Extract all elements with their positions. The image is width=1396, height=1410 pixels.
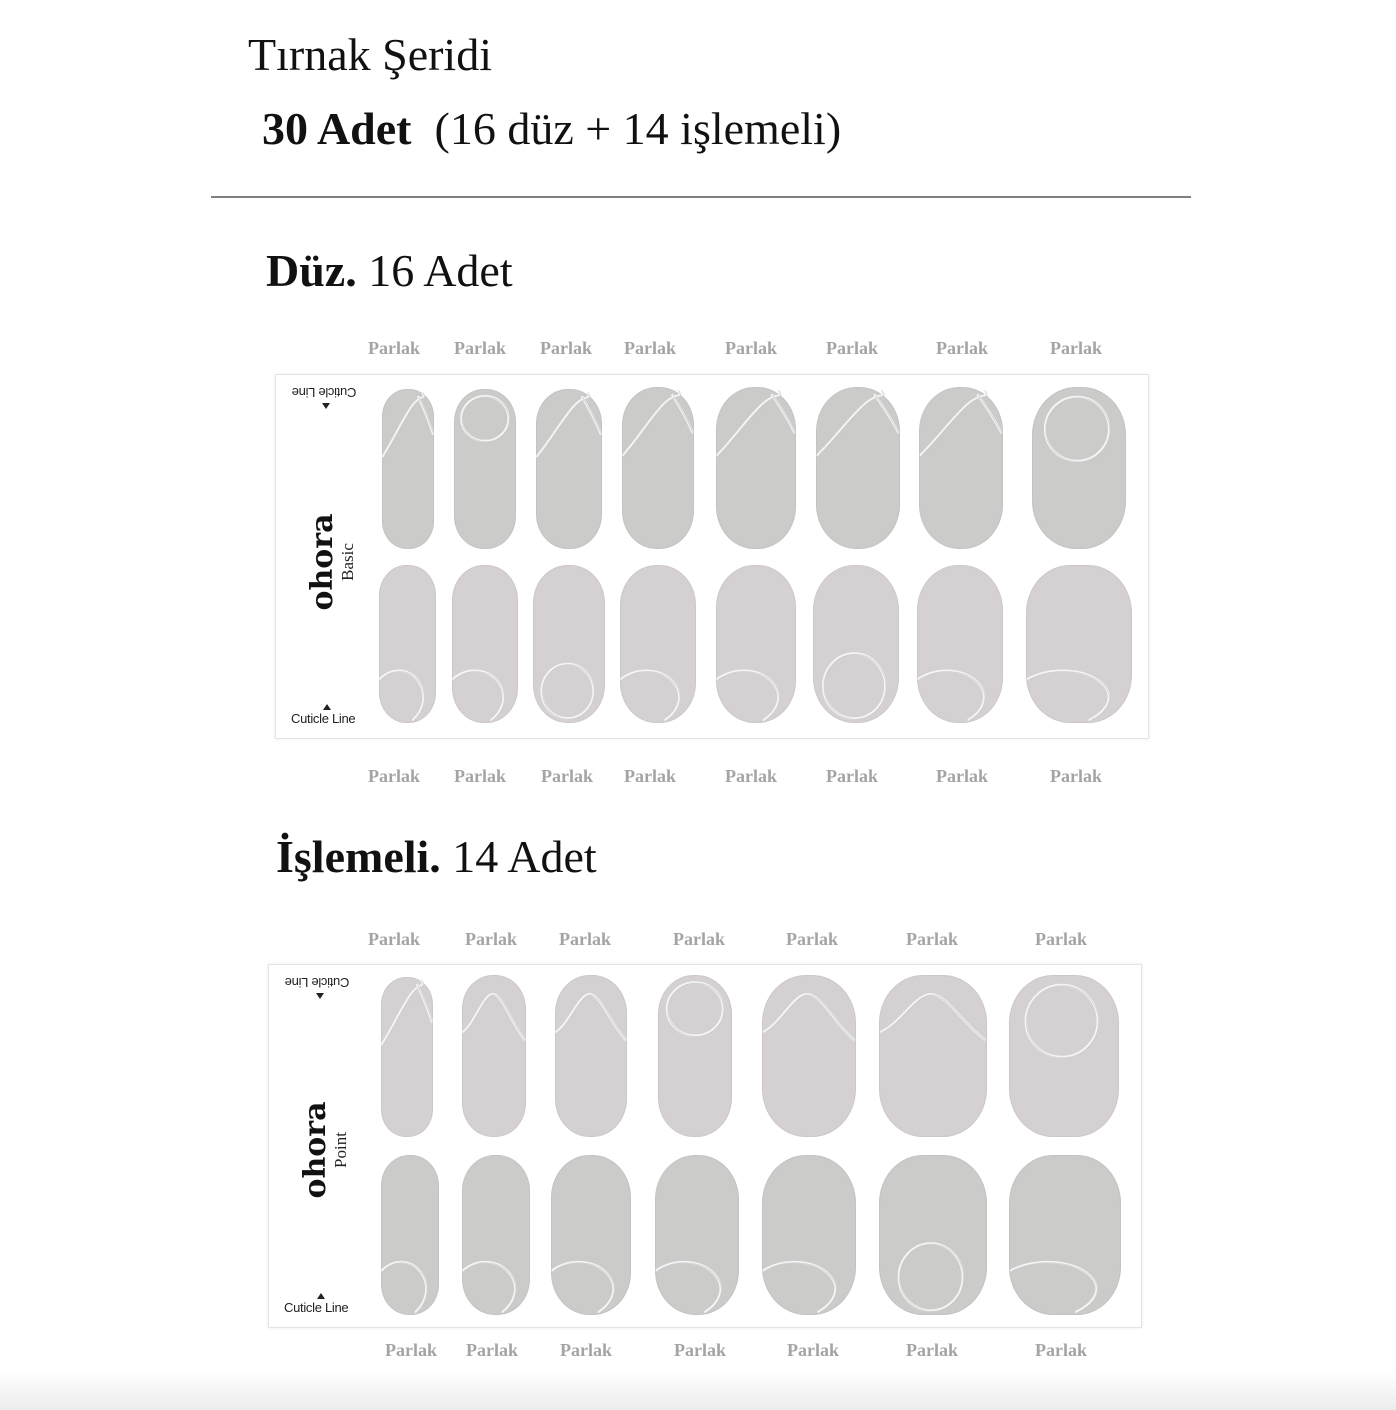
- silver-line-design: [655, 1155, 739, 1315]
- silver-line-design: [1009, 975, 1119, 1137]
- silver-line-design: [917, 565, 1003, 723]
- product-line: Point: [331, 1132, 350, 1168]
- silver-line-design: [462, 975, 526, 1137]
- nail-sticker: [816, 387, 900, 549]
- brand-name: ohora: [305, 513, 340, 611]
- nail-sticker: [813, 565, 899, 723]
- silver-line-design: [716, 387, 796, 549]
- nail-sticker: [716, 387, 796, 549]
- finish-label: Parlak: [466, 1340, 518, 1360]
- finish-label: Parlak: [1035, 1340, 1087, 1360]
- silver-line-design: [551, 1155, 631, 1315]
- nail-sticker: [1009, 975, 1119, 1137]
- finish-label: Parlak: [906, 929, 958, 949]
- nail-sticker: [454, 389, 516, 549]
- nail-sticker: [716, 565, 796, 723]
- cuticle-arrow-up-icon: [323, 704, 331, 710]
- silver-line-design: [379, 565, 436, 723]
- silver-line-design: [919, 387, 1003, 549]
- nail-sticker: [1009, 1155, 1121, 1315]
- page-title: Tırnak Şeridi: [248, 29, 492, 80]
- nail-sticker: [658, 975, 732, 1137]
- finish-label: Parlak: [725, 338, 777, 358]
- page-bottom-shadow: [0, 1372, 1396, 1410]
- plain-nail-sheet: [275, 374, 1149, 739]
- product-line: Basic: [338, 543, 357, 581]
- silver-line-design: [382, 389, 434, 549]
- nail-sticker: [622, 387, 694, 549]
- cuticle-line-top-label: Cuticle Line: [285, 975, 350, 990]
- embellished-nail-sheet: [268, 964, 1142, 1328]
- nail-sticker: [762, 1155, 856, 1315]
- finish-label: Parlak: [936, 766, 988, 786]
- nail-sticker: [452, 565, 518, 723]
- plain-section-heading: [266, 244, 513, 297]
- brand-logo: [307, 512, 357, 612]
- total-count-detail: (16 düz + 14 işlemeli): [434, 103, 842, 154]
- silver-line-design: [1026, 565, 1132, 723]
- silver-line-design: [533, 565, 605, 723]
- silver-line-design: [813, 565, 899, 723]
- finish-label: Parlak: [541, 766, 593, 786]
- finish-label: Parlak: [787, 1340, 839, 1360]
- finish-label: Parlak: [674, 1340, 726, 1360]
- finish-label: Parlak: [1050, 766, 1102, 786]
- finish-label: Parlak: [826, 338, 878, 358]
- silver-line-design: [555, 975, 627, 1137]
- silver-line-design: [879, 975, 987, 1137]
- finish-label: Parlak: [368, 338, 420, 358]
- finish-label: Parlak: [540, 338, 592, 358]
- finish-label: Parlak: [673, 929, 725, 949]
- silver-line-design: [762, 975, 856, 1137]
- finish-label: Parlak: [385, 1340, 437, 1360]
- nail-sticker: [919, 387, 1003, 549]
- nail-sticker: [462, 1155, 530, 1315]
- silver-line-design: [622, 387, 694, 549]
- embellished-section-heading: [276, 830, 597, 883]
- nail-sticker: [381, 977, 433, 1137]
- finish-label: Parlak: [936, 338, 988, 358]
- nail-sticker: [551, 1155, 631, 1315]
- finish-label: Parlak: [368, 929, 420, 949]
- finish-label: Parlak: [906, 1340, 958, 1360]
- silver-line-design: [1032, 387, 1126, 549]
- cuticle-arrow-down-icon: [322, 403, 330, 409]
- nail-sticker: [555, 975, 627, 1137]
- brand-logo: [300, 1100, 350, 1200]
- silver-line-design: [762, 1155, 856, 1315]
- silver-line-design: [620, 565, 696, 723]
- cuticle-line-bottom-label: Cuticle Line: [284, 1300, 349, 1315]
- nail-sticker: [382, 389, 434, 549]
- finish-label: Parlak: [624, 338, 676, 358]
- silver-line-design: [1009, 1155, 1121, 1315]
- nail-sticker: [462, 975, 526, 1137]
- finish-label: Parlak: [560, 1340, 612, 1360]
- finish-label: Parlak: [559, 929, 611, 949]
- finish-label: Parlak: [454, 338, 506, 358]
- embellished-heading-bold: İşlemeli.: [276, 831, 441, 882]
- silver-line-design: [454, 389, 516, 549]
- finish-label: Parlak: [1035, 929, 1087, 949]
- header-divider: [211, 196, 1191, 198]
- nail-sticker: [381, 1155, 439, 1315]
- finish-label: Parlak: [1050, 338, 1102, 358]
- cuticle-line-bottom-label: Cuticle Line: [291, 711, 356, 726]
- embellished-heading-count: 14 Adet: [452, 831, 597, 882]
- silver-line-design: [452, 565, 518, 723]
- nail-sticker: [1032, 387, 1126, 549]
- finish-label: Parlak: [786, 929, 838, 949]
- silver-line-design: [536, 389, 602, 549]
- nail-sticker: [620, 565, 696, 723]
- cuticle-arrow-up-icon: [317, 1293, 325, 1299]
- silver-line-design: [381, 977, 433, 1137]
- finish-label: Parlak: [725, 766, 777, 786]
- brand-name: ohora: [298, 1101, 333, 1199]
- nail-sticker: [879, 975, 987, 1137]
- silver-line-design: [879, 1155, 987, 1315]
- nail-sticker: [917, 565, 1003, 723]
- plain-heading-bold: Düz.: [266, 245, 357, 296]
- nail-sticker: [655, 1155, 739, 1315]
- finish-label: Parlak: [465, 929, 517, 949]
- silver-line-design: [658, 975, 732, 1137]
- nail-sticker: [762, 975, 856, 1137]
- finish-label: Parlak: [624, 766, 676, 786]
- nail-sticker: [879, 1155, 987, 1315]
- silver-line-design: [462, 1155, 530, 1315]
- cuticle-line-top-label: Cuticle Line: [292, 385, 357, 400]
- nail-sticker: [533, 565, 605, 723]
- plain-heading-count: 16 Adet: [368, 245, 513, 296]
- silver-line-design: [716, 565, 796, 723]
- silver-line-design: [381, 1155, 439, 1315]
- silver-line-design: [816, 387, 900, 549]
- cuticle-arrow-down-icon: [316, 993, 324, 999]
- nail-sticker: [536, 389, 602, 549]
- finish-label: Parlak: [368, 766, 420, 786]
- finish-label: Parlak: [454, 766, 506, 786]
- nail-sticker: [379, 565, 436, 723]
- finish-label: Parlak: [826, 766, 878, 786]
- total-count-bold: 30 Adet: [262, 103, 412, 154]
- nail-sticker: [1026, 565, 1132, 723]
- total-count: [262, 102, 841, 155]
